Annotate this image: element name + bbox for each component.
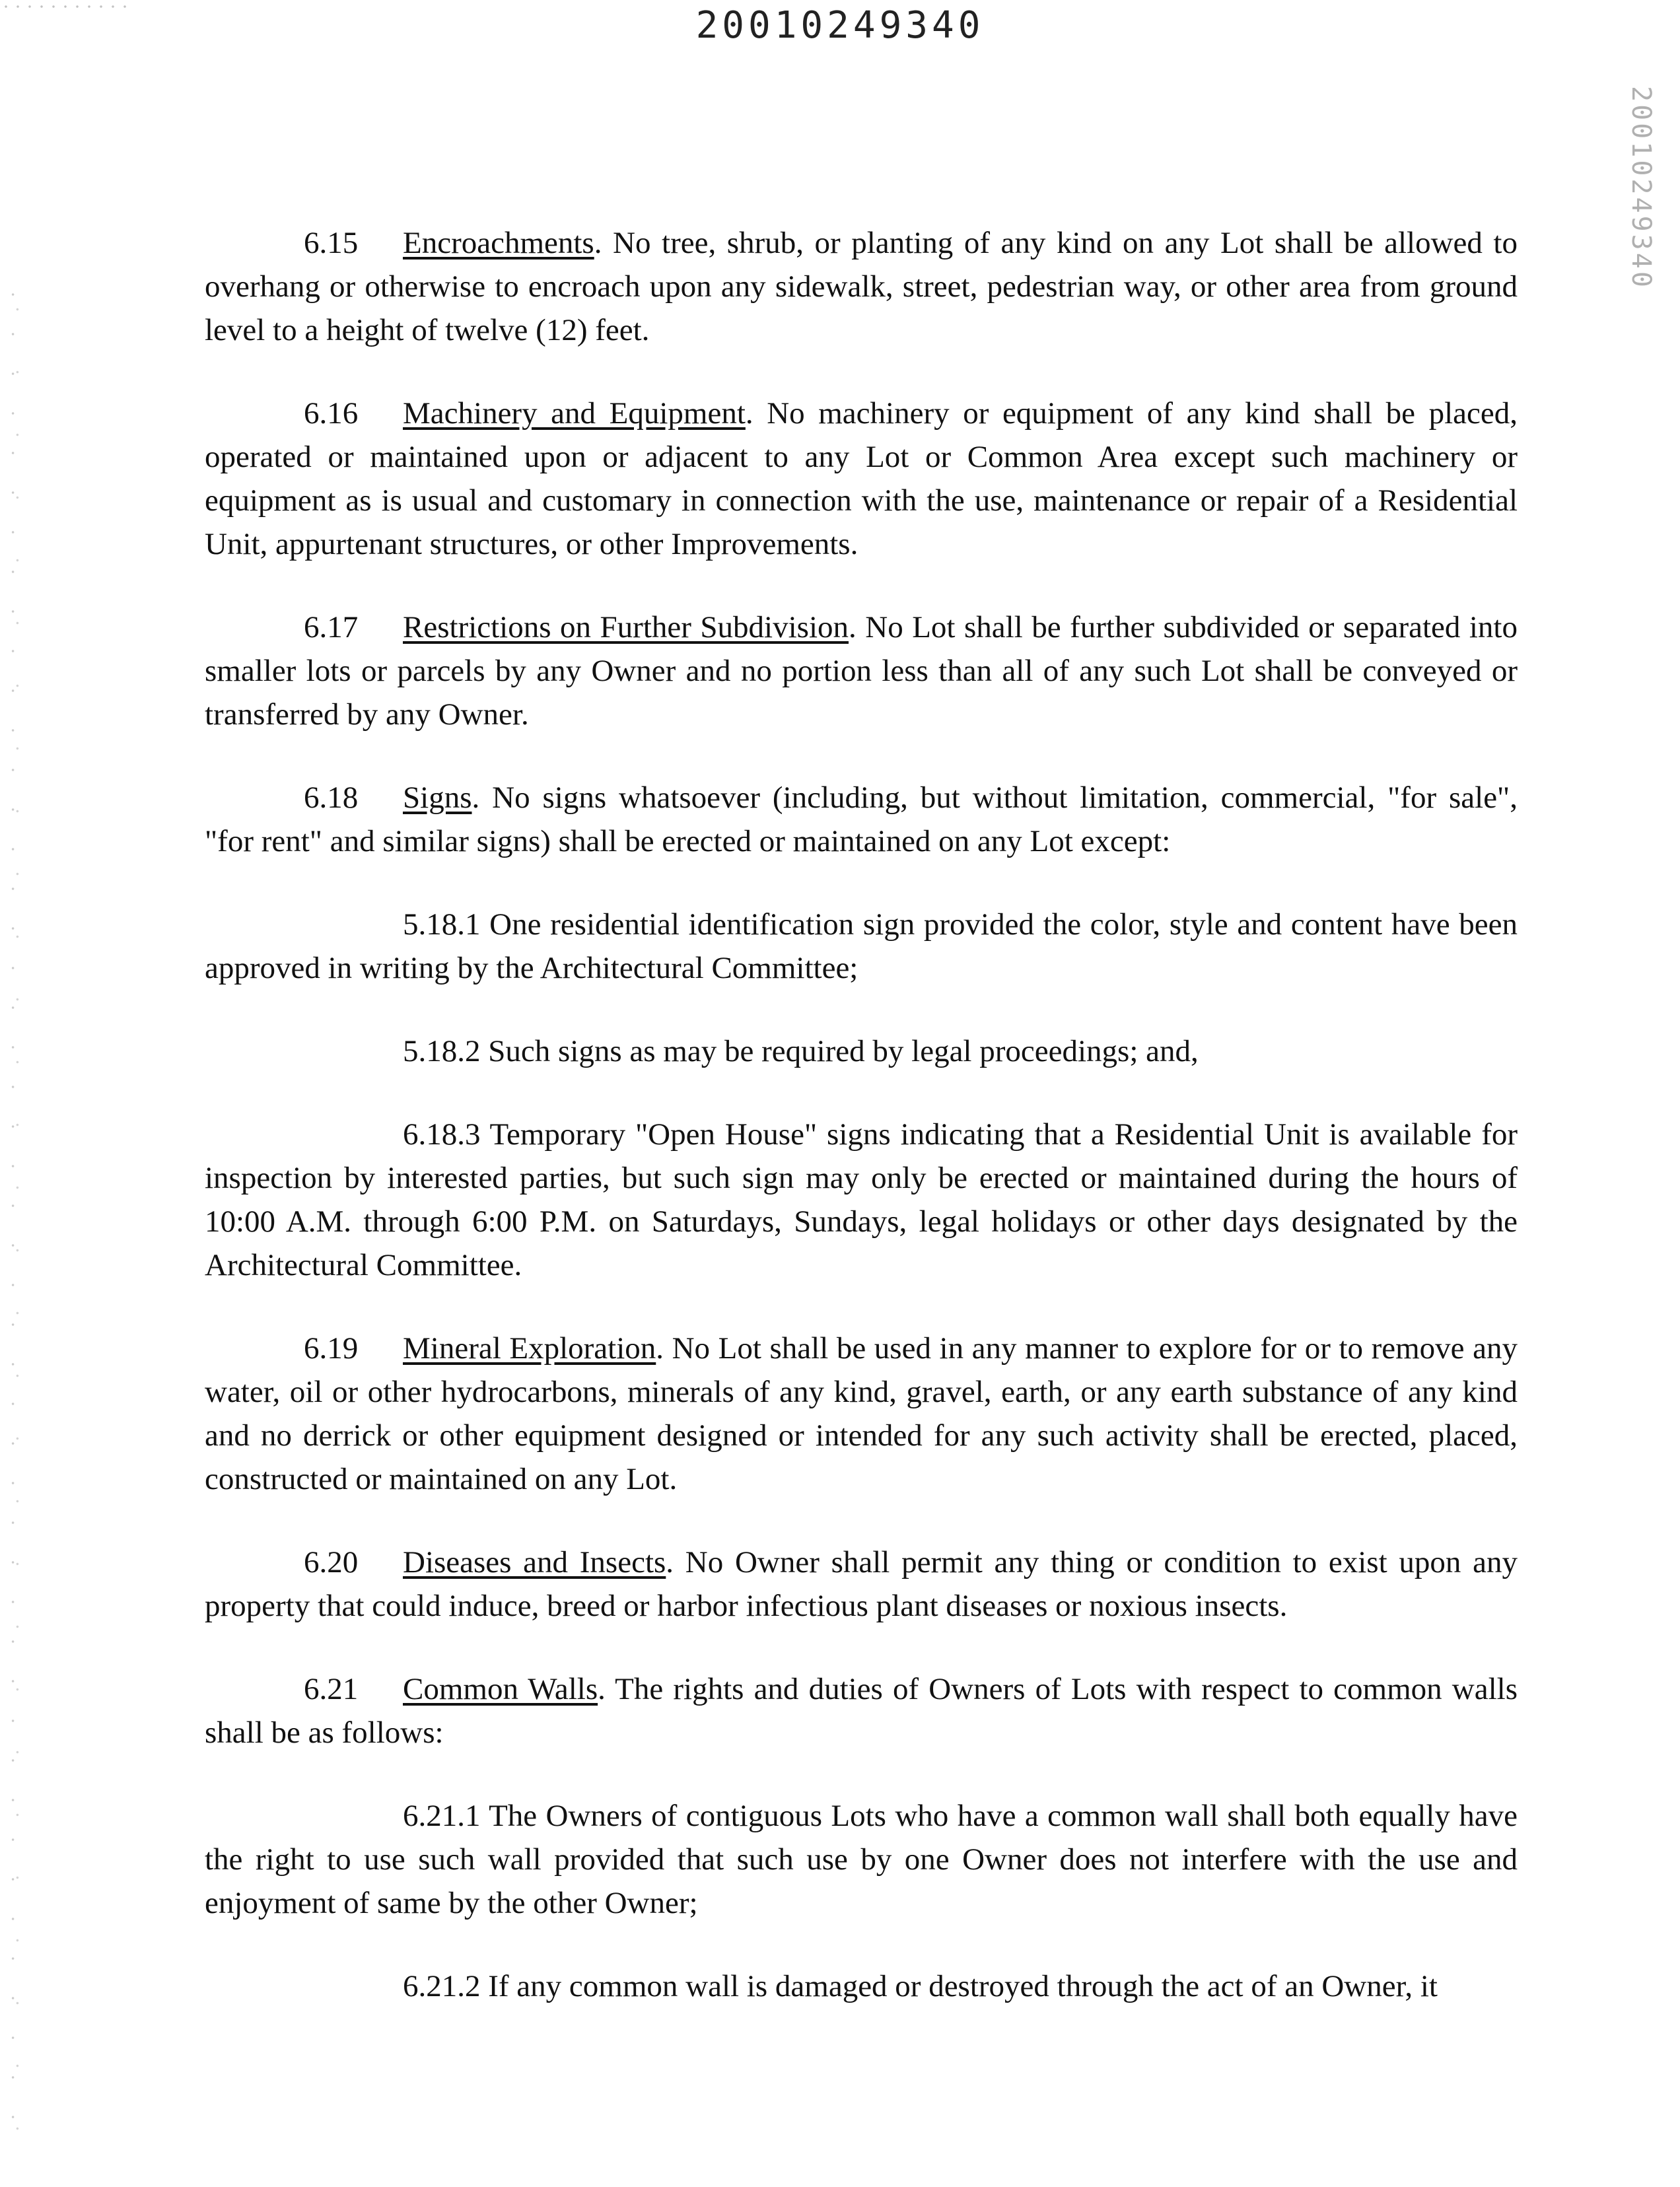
sign-item-5-18-2: 5.18.2 Such signs as may be required by legal proceedings; and, <box>403 1034 1199 1068</box>
sign-item-6-18-3: 6.18.3 Temporary "Open House" signs indicating that a Residential Unit is available for inspection by interested parties, but such sign may only be erected or maintained during the hours of 10:00 A.M. through 6:00 P.M. on Saturdays, Sundays, legal holidays or other days designated by the Architectural Committee. <box>205 1117 1518 1282</box>
section-text: . No Lot shall be further subdivided or separated into smaller lots or parcels by any Owner and no portion less than all of any such Lot shall be conveyed or transferred by any Owner. <box>205 610 1518 732</box>
section-6-15 <box>205 221 1518 352</box>
section-number: 6.19 <box>304 1331 359 1366</box>
section-text: . No signs whatsoever (including, but without limitation, commercial, "for sale", "for rent" and similar signs) shall be erected or maintained on any Lot except: <box>205 781 1518 858</box>
section-6-19 <box>205 1327 1518 1501</box>
section-number: 6.17 <box>304 610 359 644</box>
section-number: 6.16 <box>304 396 359 431</box>
side-stamp: 20010249340 <box>1626 86 1656 290</box>
section-heading: Encroachments <box>403 226 594 260</box>
wall-item-6-21-2: 6.21.2 If any common wall is damaged or destroyed through the act of an Owner, it <box>403 1969 1438 2003</box>
section-heading: Common Walls <box>403 1672 598 1706</box>
section-text: . No Owner shall permit any thing or condition to exist upon any property that could induce, breed or harbor infectious plant diseases or noxious insects. <box>205 1545 1518 1623</box>
section-heading: Signs <box>403 781 472 815</box>
section-6-18 <box>205 776 1518 863</box>
wall-item-6-21-1: 6.21.1 The Owners of contiguous Lots who have a common wall shall both equally have the right to use such wall provided that such use by one Owner does not interfere with the use and enjoyment of same by the other Owner; <box>205 1799 1518 1920</box>
section-6-20 <box>205 1541 1518 1628</box>
section-number: 6.20 <box>304 1545 359 1580</box>
section-text: . No Lot shall be used in any manner to explore for or to remove any water, oil or other hydrocarbons, minerals of any kind, gravel, earth, or any earth substance of any kind and no derrick or other equipment designed or intended for any such activity shall be erected, placed, constructed or maintained on any Lot. <box>205 1331 1518 1496</box>
section-text: . No tree, shrub, or planting of any kind on any Lot shall be allowed to overhang or otherwise to encroach upon any sidewalk, street, pedestrian way, or other area from ground level to a height of twelve (12) feet. <box>205 226 1518 347</box>
document-number: 20010249340 <box>695 4 985 47</box>
section-heading: Restrictions on Further Subdivision <box>403 610 849 644</box>
section-6-16 <box>205 392 1518 566</box>
sign-item-5-18-1: 5.18.1 One residential identification sign provided the color, style and content have been approved in writing by the Architectural Committee; <box>205 907 1518 985</box>
section-heading: Mineral Exploration <box>403 1331 656 1366</box>
section-text: . No machinery or equipment of any kind shall be placed, operated or maintained upon or adjacent to any Lot or Common Area except such machinery or equipment as is usual and customary in connection with the use, maintenance or repair of a Residential Unit, appurtenant structures, or other Improvements. <box>205 396 1518 561</box>
section-text: . The rights and duties of Owners of Lots with respect to common walls shall be as follows: <box>205 1672 1518 1750</box>
document-body <box>205 221 1518 2048</box>
section-number: 6.15 <box>304 226 359 260</box>
section-6-21 <box>205 1667 1518 1754</box>
section-heading: Machinery and Equipment <box>403 396 746 431</box>
section-number: 6.18 <box>304 781 359 815</box>
scan-noise-left-margin <box>4 291 26 2139</box>
section-6-17 <box>205 606 1518 736</box>
section-number: 6.21 <box>304 1672 359 1706</box>
section-heading: Diseases and Insects <box>403 1545 666 1580</box>
